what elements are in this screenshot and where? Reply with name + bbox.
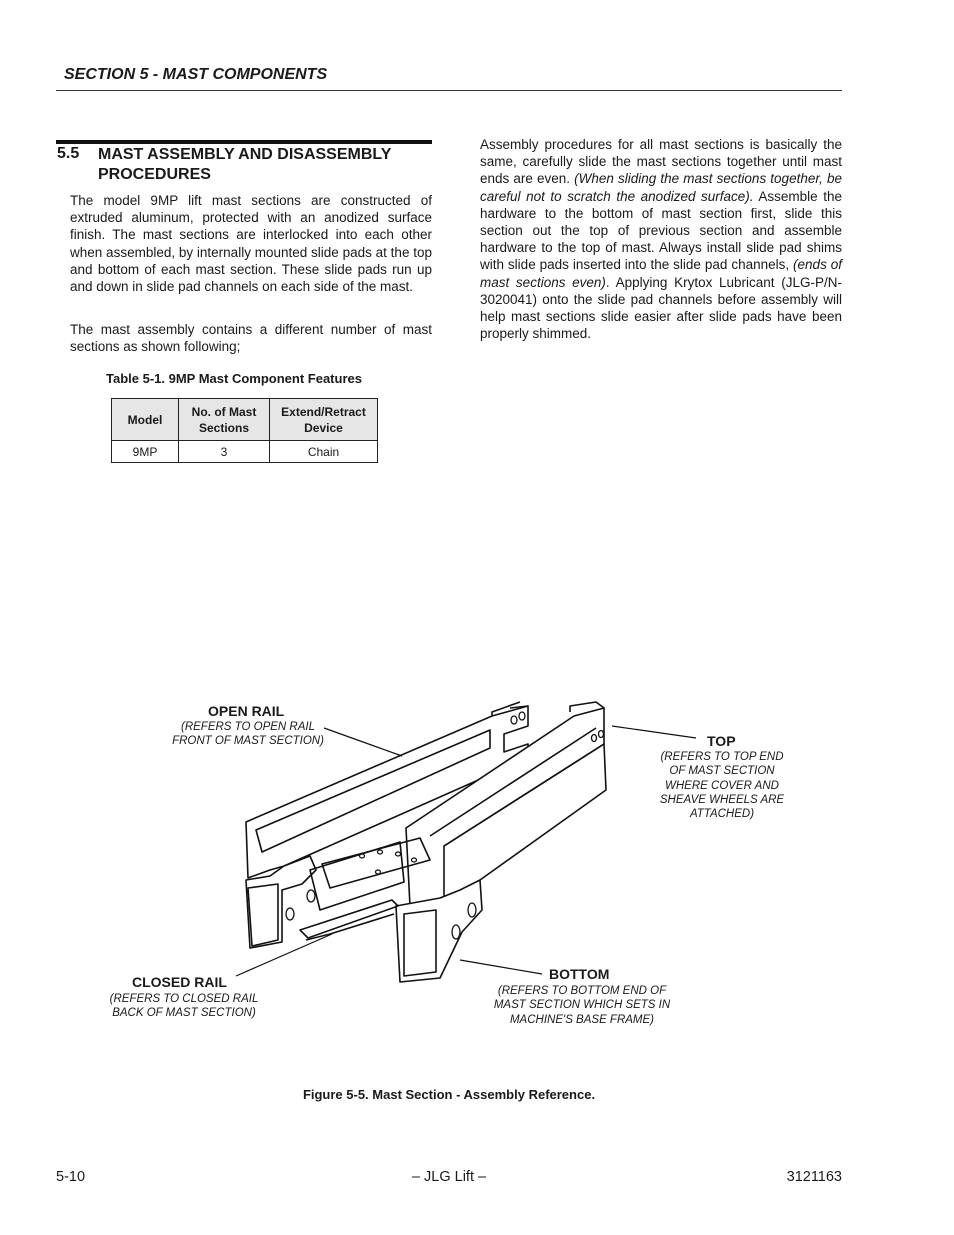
closed-rail-label: CLOSED RAIL — [132, 974, 227, 990]
table-cell-model: 9MP — [112, 441, 179, 463]
closed-rail-note: (REFERS TO CLOSED RAIL BACK OF MAST SECTION) — [109, 993, 259, 1020]
figure-caption: Figure 5-5. Mast Section - Assembly Reference. — [302, 1087, 596, 1102]
table-header-model: Model — [112, 399, 179, 441]
open-rail-leader — [324, 728, 402, 756]
section-title: MAST ASSEMBLY AND DISASSEMBLY PROCEDURES — [98, 146, 392, 183]
table-cell-sections: 3 — [179, 441, 270, 463]
table-header-device: Extend/Retract Device — [270, 399, 378, 441]
paragraph-construction: The model 9MP lift mast sections are constructed of extruded aluminum, protected with an anodized surface finish. The mast sections are interlocked into each other when assembled, by internally mounted slide pads at the top and bottom of each mast section. These slide pads run up and down in slide pad channels on each side of the mast. — [70, 193, 432, 295]
footer-center: – JLG Lift – — [411, 1169, 487, 1185]
open-rail-note: (REFERS TO OPEN RAIL FRONT OF MAST SECTION) — [172, 721, 324, 748]
top-note: (REFERS TO TOP END OF MAST SECTION WHERE COVER AND SHEAVE WHEELS ARE ATTACHED) — [659, 751, 785, 821]
assembly-text-e: . Applying Krytox Lubricant (JLG-P/N- 3020041) onto the slide pad channels before assembly will help mast sections slide easier after slide pads have been properly shimmed. — [480, 274, 842, 342]
assembly-text-a: Assembly procedures for all mast sections is basically the same, carefully slide the mast sections together until mast ends are even. — [480, 137, 842, 187]
document-number: 3121163 — [786, 1169, 842, 1185]
table-header-sections: No. of Mast Sections — [179, 399, 270, 441]
top-label: TOP — [707, 733, 736, 749]
table-caption: Table 5-1. 9MP Mast Component Features — [106, 371, 362, 386]
section-number: 5.5 — [57, 145, 80, 162]
bottom-note: (REFERS TO BOTTOM END OF MAST SECTION WHICH SETS IN MACHINE'S BASE FRAME) — [493, 985, 671, 1026]
top-leader — [612, 726, 696, 738]
assembly-text-c: Assemble the hardware to the bottom of mast section first, slide this section out the top of previous section and assemble hardware to the top of mast. Always install slide pad shims with slide pads inserted into the slide pad channels, — [480, 188, 842, 273]
bottom-leader — [460, 960, 542, 974]
page-number: 5-10 — [56, 1169, 86, 1185]
section-header: SECTION 5 - MAST COMPONENTS — [64, 66, 328, 83]
open-rail-label: OPEN RAIL — [208, 703, 285, 719]
paragraph-sections: The mast assembly contains a different number of mast sections as shown following; — [70, 322, 432, 355]
table-cell-device: Chain — [270, 441, 378, 463]
assembly-caution: (When sliding the mast sections together, be careful not to scratch the anodized surface). — [480, 171, 842, 204]
bottom-label: BOTTOM — [549, 966, 610, 982]
assembly-note: (ends of mast sections even) — [480, 257, 843, 290]
